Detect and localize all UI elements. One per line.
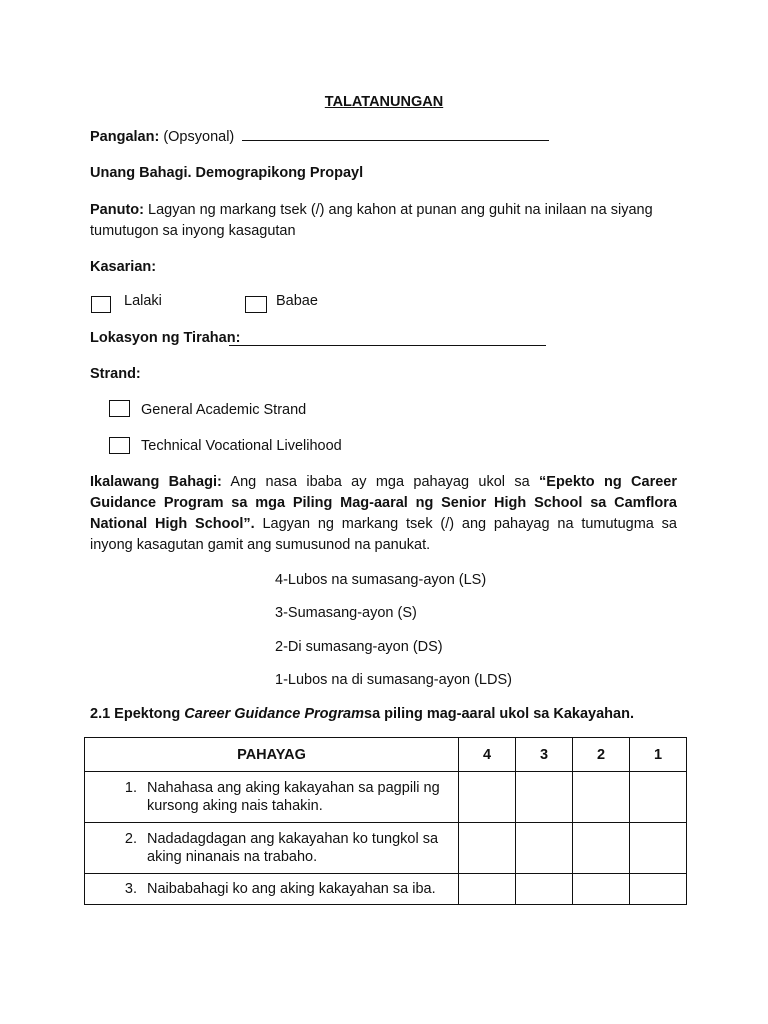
table-row: [85, 772, 687, 823]
part1-heading: Unang Bahagi. Demograpikong Propayl: [90, 165, 364, 181]
scale-item: 4-Lubos na sumasang-ayon (LS): [275, 572, 487, 588]
page-title: TALATANUNGAN: [324, 94, 444, 110]
statement-text: Nadadagdagan ang kakayahan ko tungkol sa aking ninanais na trabaho.: [147, 831, 439, 865]
statement-cell: [85, 874, 459, 905]
statement-cell: [85, 772, 459, 823]
table-row: [85, 823, 687, 874]
instruction: [90, 200, 677, 242]
option-male-label: Lalaki: [124, 293, 162, 309]
location-field-line[interactable]: [229, 345, 546, 346]
rating-cell-1[interactable]: [630, 772, 687, 823]
part2-label: Ikalawang Bahagi:: [90, 474, 222, 490]
checkbox-female[interactable]: [245, 296, 267, 313]
name-label: Pangalan:: [90, 129, 160, 145]
rating-cell-3[interactable]: [516, 772, 573, 823]
rating-cell-3[interactable]: [516, 823, 573, 874]
rating-cell-2[interactable]: [573, 874, 630, 905]
section-21-italic: Career Guidance Program: [184, 706, 364, 722]
rating-cell-4[interactable]: [459, 772, 516, 823]
statement-number: 2.: [124, 831, 137, 847]
rating-cell-4[interactable]: [459, 874, 516, 905]
sex-label: Kasarian:: [90, 259, 157, 275]
section-21-prefix: 2.1 Epektong: [90, 706, 181, 722]
location-label: Lokasyon ng Tirahan:: [90, 330, 241, 346]
header-4: 4: [459, 738, 516, 772]
statement-number: 3.: [124, 881, 137, 897]
rating-cell-3[interactable]: [516, 874, 573, 905]
rating-cell-1[interactable]: [630, 874, 687, 905]
statement-cell: [85, 823, 459, 874]
instruction-label: Panuto:: [90, 202, 144, 218]
strand-label: Strand:: [90, 366, 141, 382]
option-female-label: Babae: [276, 293, 318, 309]
part2-text2: Lagyan ng markang tsek (/) ang pahayag na tumutugma sa inyong kasagutan gamit ang sumusunod na panukat.: [90, 516, 677, 553]
section-21-heading: [90, 706, 634, 722]
part2-text1: Ang nasa ibaba ay mga pahayag ukol sa: [230, 474, 530, 490]
name-optional-note: (Opsyonal): [163, 129, 235, 145]
header-1: 1: [630, 738, 687, 772]
rating-cell-2[interactable]: [573, 772, 630, 823]
statement-number: 1.: [124, 780, 137, 796]
part2-study-title: “Epekto ng Career Guidance Program sa mga Piling Mag-aaral ng Senior High School sa Camflora National High School”.: [90, 474, 677, 532]
option-gas-label: General Academic Strand: [141, 402, 307, 418]
scale-item: 1-Lubos na di sumasang-ayon (LDS): [275, 672, 512, 688]
checkbox-gas[interactable]: [109, 400, 130, 417]
name-field-line[interactable]: [242, 140, 549, 141]
header-3: 3: [516, 738, 573, 772]
header-statement: PAHAYAG: [85, 738, 459, 772]
rating-cell-1[interactable]: [630, 823, 687, 874]
checkbox-tvl[interactable]: [109, 437, 130, 454]
header-2: 2: [573, 738, 630, 772]
statement-text: Nahahasa ang aking kakayahan sa pagpili ng kursong aking nais tahakin.: [147, 780, 440, 814]
rating-cell-2[interactable]: [573, 823, 630, 874]
name-row: [90, 129, 549, 145]
checkbox-male[interactable]: [91, 296, 111, 313]
statement-text: Naibabahagi ko ang aking kakayahan sa iba.: [147, 881, 436, 897]
rating-table: [84, 737, 687, 905]
part2-paragraph: [90, 472, 677, 556]
scale-item: 2-Di sumasang-ayon (DS): [275, 639, 443, 655]
table-row: [85, 874, 687, 905]
option-tvl-label: Technical Vocational Livelihood: [141, 438, 342, 454]
instruction-text: Lagyan ng markang tsek (/) ang kahon at punan ang guhit na inilaan na siyang tumutugon sa inyong kasagutan: [90, 202, 653, 239]
table-header-row: [85, 738, 687, 772]
scale-item: 3-Sumasang-ayon (S): [275, 605, 417, 621]
rating-cell-4[interactable]: [459, 823, 516, 874]
section-21-suffix: sa piling mag-aaral ukol sa Kakayahan.: [364, 706, 634, 722]
